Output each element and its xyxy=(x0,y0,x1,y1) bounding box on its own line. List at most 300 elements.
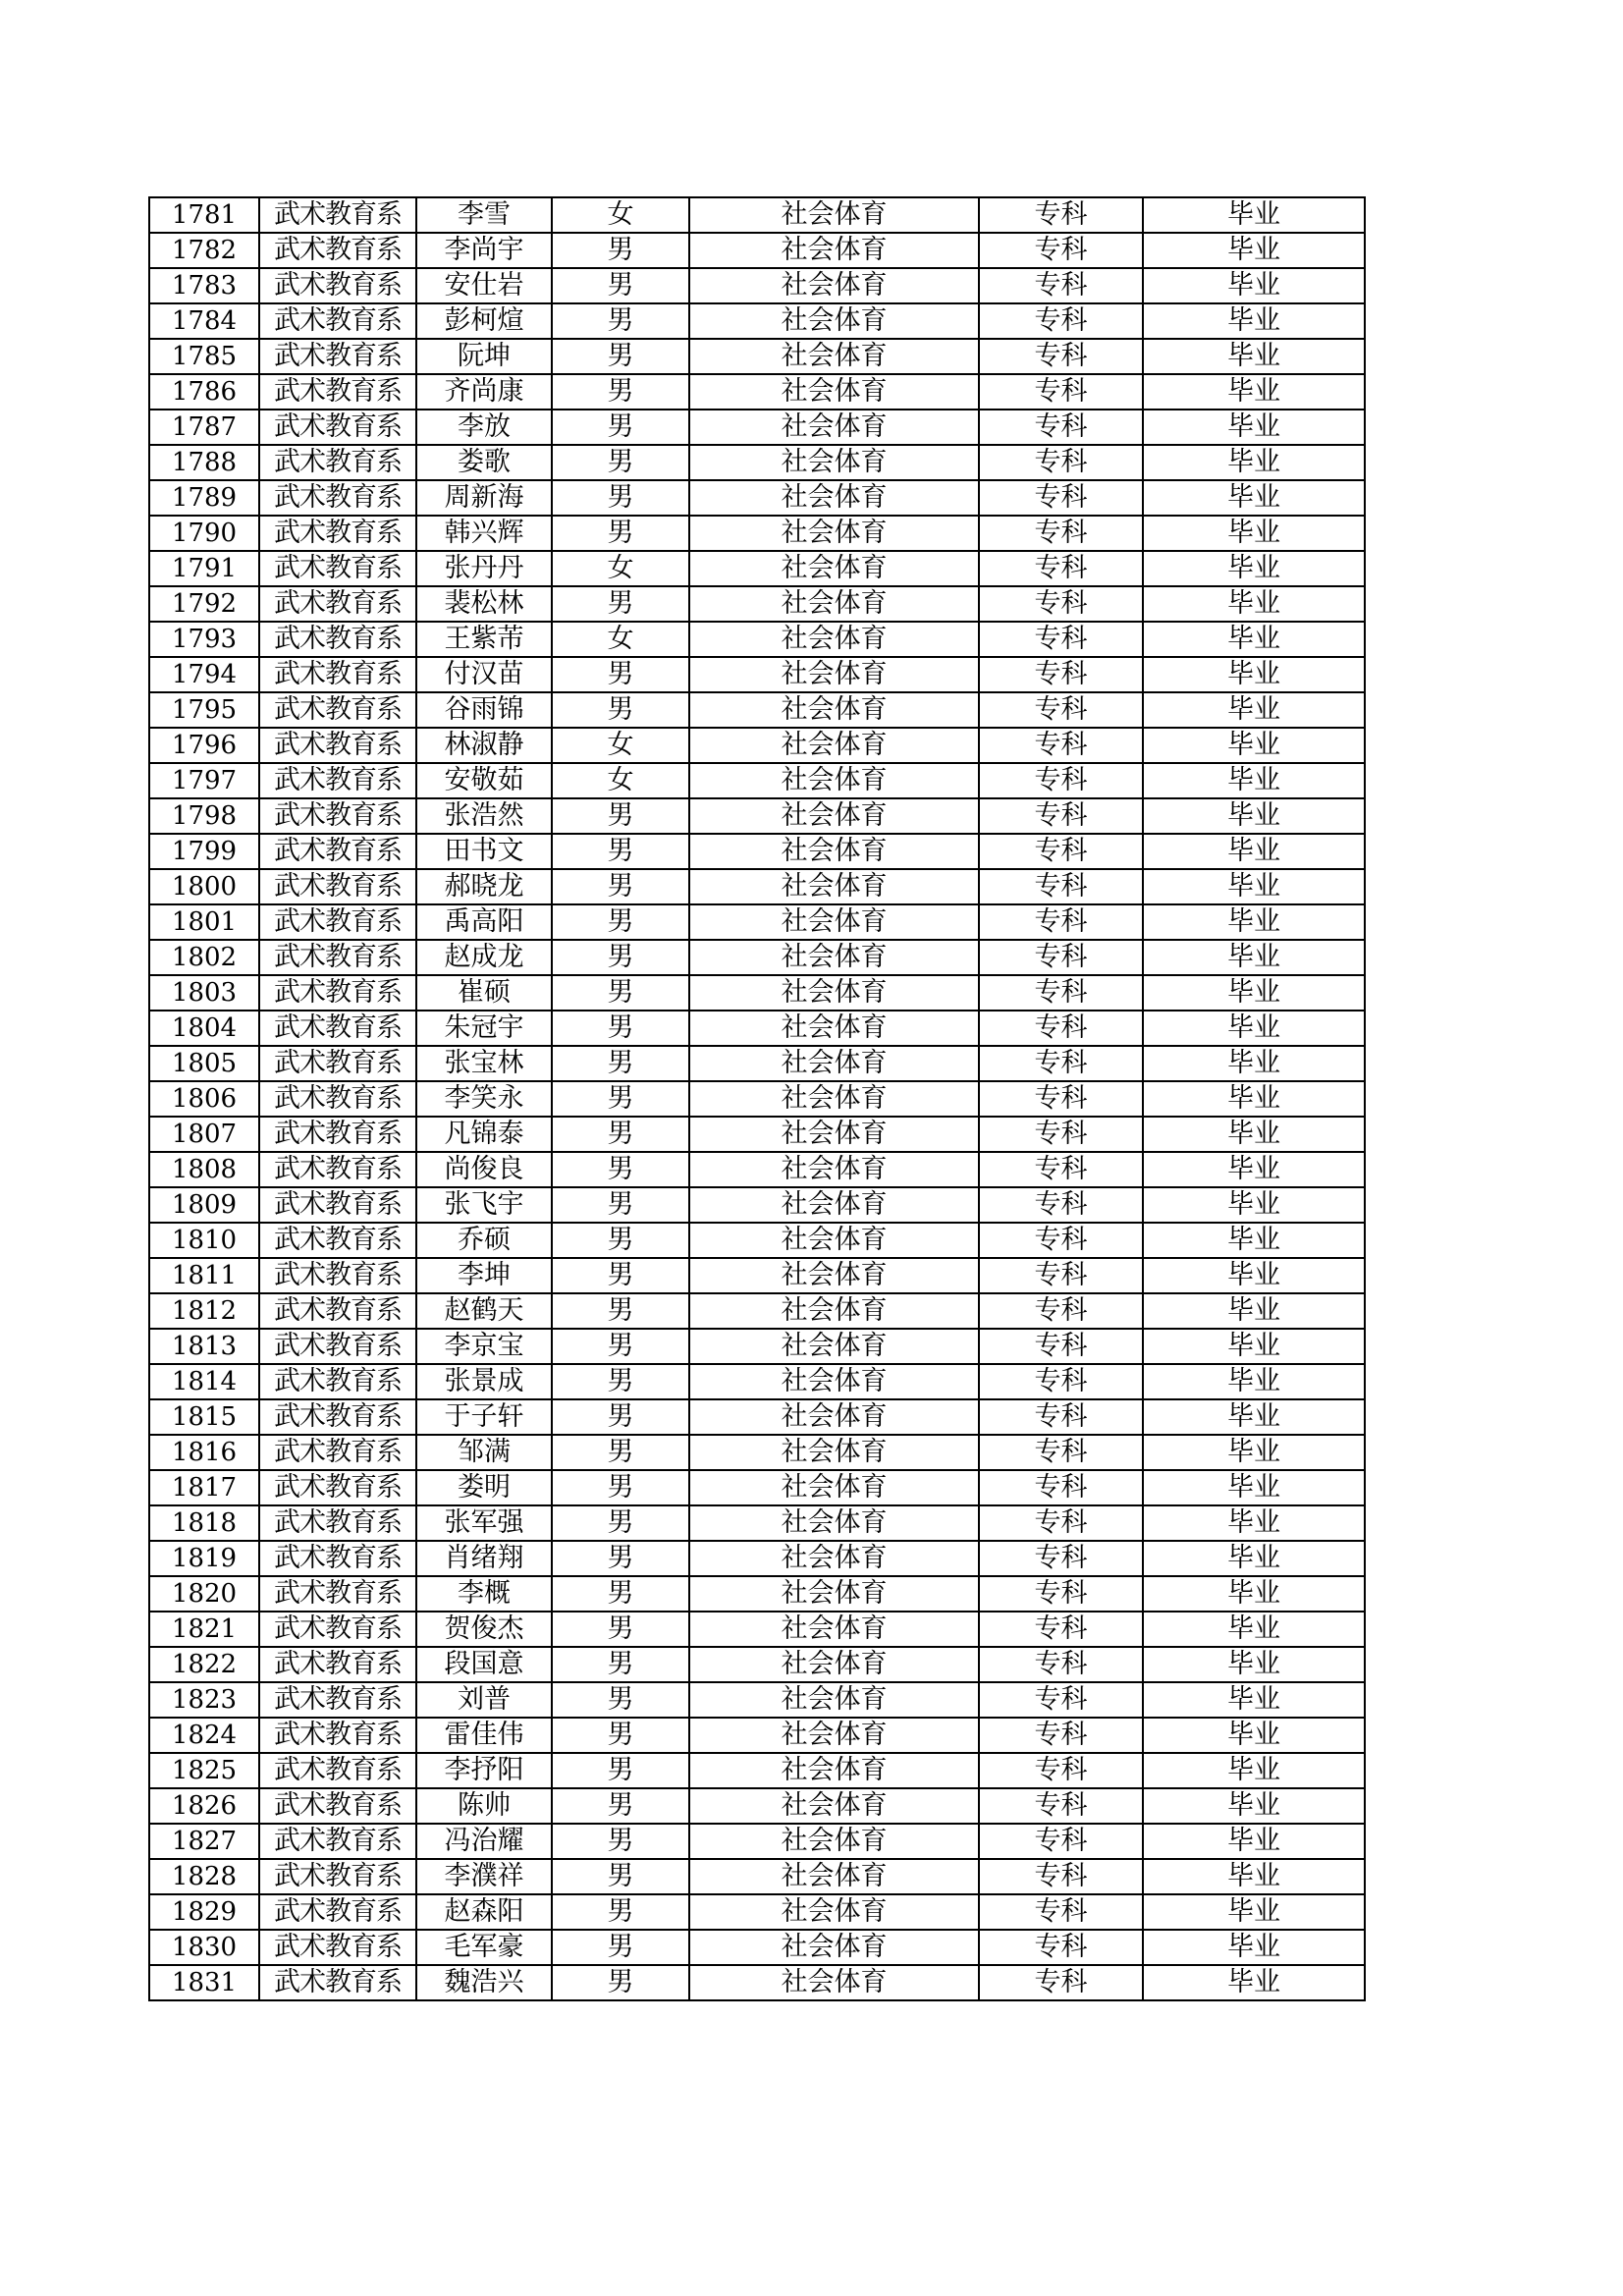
cell-department: 武术教育系 xyxy=(259,1329,416,1364)
cell-degree-level: 专科 xyxy=(979,1046,1143,1081)
cell-major: 社会体育 xyxy=(689,692,979,728)
cell-degree-level: 专科 xyxy=(979,1329,1143,1364)
cell-department: 武术教育系 xyxy=(259,1965,416,2000)
cell-graduation-status: 毕业 xyxy=(1143,303,1365,339)
cell-major: 社会体育 xyxy=(689,1718,979,1753)
cell-student-name: 付汉苗 xyxy=(416,657,552,692)
table-row xyxy=(149,1223,1365,1258)
cell-student-name: 娄明 xyxy=(416,1470,552,1505)
cell-graduation-status: 毕业 xyxy=(1143,763,1365,798)
cell-major: 社会体育 xyxy=(689,940,979,975)
cell-major: 社会体育 xyxy=(689,1223,979,1258)
cell-major: 社会体育 xyxy=(689,1187,979,1223)
cell-student-number: 1785 xyxy=(149,339,259,374)
cell-graduation-status: 毕业 xyxy=(1143,975,1365,1011)
cell-department: 武术教育系 xyxy=(259,1682,416,1718)
cell-department: 武术教育系 xyxy=(259,904,416,940)
table-row xyxy=(149,586,1365,622)
cell-graduation-status: 毕业 xyxy=(1143,1612,1365,1647)
cell-gender: 男 xyxy=(552,445,689,480)
table-row xyxy=(149,834,1365,869)
cell-student-number: 1803 xyxy=(149,975,259,1011)
cell-degree-level: 专科 xyxy=(979,1505,1143,1541)
table-row xyxy=(149,233,1365,268)
cell-degree-level: 专科 xyxy=(979,1824,1143,1859)
cell-major: 社会体育 xyxy=(689,1753,979,1788)
cell-graduation-status: 毕业 xyxy=(1143,1258,1365,1293)
cell-gender: 女 xyxy=(552,728,689,763)
cell-student-name: 段国意 xyxy=(416,1647,552,1682)
cell-student-name: 李雪 xyxy=(416,197,552,233)
cell-department: 武术教育系 xyxy=(259,1223,416,1258)
cell-student-name: 张浩然 xyxy=(416,798,552,834)
cell-student-number: 1819 xyxy=(149,1541,259,1576)
cell-student-number: 1811 xyxy=(149,1258,259,1293)
cell-gender: 男 xyxy=(552,374,689,410)
table-row xyxy=(149,1718,1365,1753)
cell-student-name: 李濮祥 xyxy=(416,1859,552,1894)
cell-gender: 男 xyxy=(552,1435,689,1470)
cell-student-name: 周新海 xyxy=(416,480,552,516)
cell-gender: 男 xyxy=(552,1576,689,1612)
cell-degree-level: 专科 xyxy=(979,869,1143,904)
cell-gender: 男 xyxy=(552,1258,689,1293)
cell-department: 武术教育系 xyxy=(259,1364,416,1399)
cell-department: 武术教育系 xyxy=(259,1011,416,1046)
cell-degree-level: 专科 xyxy=(979,1965,1143,2000)
cell-gender: 男 xyxy=(552,1894,689,1930)
cell-major: 社会体育 xyxy=(689,1930,979,1965)
cell-degree-level: 专科 xyxy=(979,445,1143,480)
cell-gender: 男 xyxy=(552,869,689,904)
cell-graduation-status: 毕业 xyxy=(1143,834,1365,869)
cell-student-name: 凡锦泰 xyxy=(416,1117,552,1152)
cell-major: 社会体育 xyxy=(689,1258,979,1293)
cell-degree-level: 专科 xyxy=(979,1930,1143,1965)
cell-gender: 男 xyxy=(552,1718,689,1753)
table-row xyxy=(149,940,1365,975)
cell-department: 武术教育系 xyxy=(259,1930,416,1965)
cell-degree-level: 专科 xyxy=(979,692,1143,728)
cell-degree-level: 专科 xyxy=(979,303,1143,339)
cell-major: 社会体育 xyxy=(689,1788,979,1824)
cell-department: 武术教育系 xyxy=(259,1505,416,1541)
cell-major: 社会体育 xyxy=(689,869,979,904)
cell-major: 社会体育 xyxy=(689,1541,979,1576)
cell-student-number: 1783 xyxy=(149,268,259,303)
cell-degree-level: 专科 xyxy=(979,657,1143,692)
cell-graduation-status: 毕业 xyxy=(1143,1223,1365,1258)
cell-major: 社会体育 xyxy=(689,1364,979,1399)
cell-major: 社会体育 xyxy=(689,1647,979,1682)
cell-major: 社会体育 xyxy=(689,268,979,303)
cell-student-number: 1784 xyxy=(149,303,259,339)
cell-student-name: 雷佳伟 xyxy=(416,1718,552,1753)
cell-department: 武术教育系 xyxy=(259,1117,416,1152)
cell-major: 社会体育 xyxy=(689,445,979,480)
cell-student-number: 1810 xyxy=(149,1223,259,1258)
cell-graduation-status: 毕业 xyxy=(1143,1364,1365,1399)
cell-degree-level: 专科 xyxy=(979,1117,1143,1152)
table-row xyxy=(149,1753,1365,1788)
cell-degree-level: 专科 xyxy=(979,339,1143,374)
cell-graduation-status: 毕业 xyxy=(1143,1046,1365,1081)
cell-student-number: 1822 xyxy=(149,1647,259,1682)
table-row xyxy=(149,1117,1365,1152)
cell-student-name: 李放 xyxy=(416,410,552,445)
cell-gender: 男 xyxy=(552,692,689,728)
cell-gender: 女 xyxy=(552,622,689,657)
cell-department: 武术教育系 xyxy=(259,975,416,1011)
cell-degree-level: 专科 xyxy=(979,1788,1143,1824)
cell-graduation-status: 毕业 xyxy=(1143,798,1365,834)
cell-department: 武术教育系 xyxy=(259,551,416,586)
table-row xyxy=(149,1576,1365,1612)
cell-major: 社会体育 xyxy=(689,1965,979,2000)
cell-major: 社会体育 xyxy=(689,1117,979,1152)
cell-student-name: 陈帅 xyxy=(416,1788,552,1824)
cell-major: 社会体育 xyxy=(689,339,979,374)
cell-student-name: 韩兴辉 xyxy=(416,516,552,551)
table-row xyxy=(149,1293,1365,1329)
cell-department: 武术教育系 xyxy=(259,1612,416,1647)
cell-student-number: 1791 xyxy=(149,551,259,586)
cell-graduation-status: 毕业 xyxy=(1143,728,1365,763)
cell-degree-level: 专科 xyxy=(979,1541,1143,1576)
cell-gender: 男 xyxy=(552,339,689,374)
cell-gender: 男 xyxy=(552,1329,689,1364)
cell-gender: 男 xyxy=(552,1682,689,1718)
table-row xyxy=(149,1470,1365,1505)
table-row xyxy=(149,1965,1365,2000)
cell-degree-level: 专科 xyxy=(979,1293,1143,1329)
cell-major: 社会体育 xyxy=(689,1435,979,1470)
cell-student-number: 1831 xyxy=(149,1965,259,2000)
cell-major: 社会体育 xyxy=(689,1399,979,1435)
cell-student-name: 谷雨锦 xyxy=(416,692,552,728)
cell-degree-level: 专科 xyxy=(979,1081,1143,1117)
cell-graduation-status: 毕业 xyxy=(1143,1682,1365,1718)
cell-graduation-status: 毕业 xyxy=(1143,622,1365,657)
cell-student-number: 1817 xyxy=(149,1470,259,1505)
cell-student-name: 邹满 xyxy=(416,1435,552,1470)
cell-department: 武术教育系 xyxy=(259,445,416,480)
cell-student-name: 李抒阳 xyxy=(416,1753,552,1788)
cell-gender: 男 xyxy=(552,834,689,869)
cell-degree-level: 专科 xyxy=(979,480,1143,516)
cell-major: 社会体育 xyxy=(689,233,979,268)
table-row xyxy=(149,763,1365,798)
table-row xyxy=(149,1258,1365,1293)
table-row xyxy=(149,1505,1365,1541)
cell-student-number: 1787 xyxy=(149,410,259,445)
cell-degree-level: 专科 xyxy=(979,1647,1143,1682)
cell-department: 武术教育系 xyxy=(259,657,416,692)
cell-department: 武术教育系 xyxy=(259,1788,416,1824)
table-row xyxy=(149,1824,1365,1859)
cell-major: 社会体育 xyxy=(689,1329,979,1364)
table-row xyxy=(149,1541,1365,1576)
cell-graduation-status: 毕业 xyxy=(1143,1753,1365,1788)
cell-degree-level: 专科 xyxy=(979,516,1143,551)
cell-graduation-status: 毕业 xyxy=(1143,1470,1365,1505)
cell-department: 武术教育系 xyxy=(259,1824,416,1859)
cell-student-number: 1823 xyxy=(149,1682,259,1718)
cell-major: 社会体育 xyxy=(689,374,979,410)
cell-gender: 男 xyxy=(552,586,689,622)
cell-graduation-status: 毕业 xyxy=(1143,1647,1365,1682)
cell-department: 武术教育系 xyxy=(259,1894,416,1930)
cell-student-number: 1821 xyxy=(149,1612,259,1647)
cell-gender: 男 xyxy=(552,1824,689,1859)
cell-student-number: 1786 xyxy=(149,374,259,410)
cell-student-number: 1802 xyxy=(149,940,259,975)
cell-department: 武术教育系 xyxy=(259,1187,416,1223)
cell-student-name: 赵成龙 xyxy=(416,940,552,975)
cell-student-name: 毛军豪 xyxy=(416,1930,552,1965)
table-row xyxy=(149,1859,1365,1894)
cell-major: 社会体育 xyxy=(689,622,979,657)
cell-gender: 男 xyxy=(552,1011,689,1046)
cell-student-name: 齐尚康 xyxy=(416,374,552,410)
cell-student-number: 1794 xyxy=(149,657,259,692)
cell-gender: 男 xyxy=(552,410,689,445)
cell-degree-level: 专科 xyxy=(979,268,1143,303)
cell-graduation-status: 毕业 xyxy=(1143,1187,1365,1223)
cell-student-number: 1788 xyxy=(149,445,259,480)
cell-student-name: 尚俊良 xyxy=(416,1152,552,1187)
cell-graduation-status: 毕业 xyxy=(1143,1152,1365,1187)
cell-degree-level: 专科 xyxy=(979,1187,1143,1223)
cell-graduation-status: 毕业 xyxy=(1143,1081,1365,1117)
cell-student-number: 1818 xyxy=(149,1505,259,1541)
cell-student-name: 张丹丹 xyxy=(416,551,552,586)
cell-major: 社会体育 xyxy=(689,1081,979,1117)
cell-major: 社会体育 xyxy=(689,1859,979,1894)
cell-student-name: 肖绪翔 xyxy=(416,1541,552,1576)
table-row xyxy=(149,480,1365,516)
cell-department: 武术教育系 xyxy=(259,834,416,869)
cell-graduation-status: 毕业 xyxy=(1143,657,1365,692)
table-row xyxy=(149,303,1365,339)
cell-student-number: 1797 xyxy=(149,763,259,798)
cell-student-number: 1789 xyxy=(149,480,259,516)
cell-student-number: 1781 xyxy=(149,197,259,233)
cell-student-number: 1801 xyxy=(149,904,259,940)
cell-gender: 男 xyxy=(552,268,689,303)
cell-department: 武术教育系 xyxy=(259,1647,416,1682)
cell-graduation-status: 毕业 xyxy=(1143,1894,1365,1930)
cell-department: 武术教育系 xyxy=(259,1399,416,1435)
cell-student-number: 1806 xyxy=(149,1081,259,1117)
cell-degree-level: 专科 xyxy=(979,1859,1143,1894)
cell-degree-level: 专科 xyxy=(979,975,1143,1011)
cell-gender: 男 xyxy=(552,1859,689,1894)
cell-degree-level: 专科 xyxy=(979,798,1143,834)
table-row xyxy=(149,1612,1365,1647)
cell-student-number: 1796 xyxy=(149,728,259,763)
cell-graduation-status: 毕业 xyxy=(1143,374,1365,410)
cell-student-name: 张军强 xyxy=(416,1505,552,1541)
cell-degree-level: 专科 xyxy=(979,1364,1143,1399)
cell-gender: 女 xyxy=(552,763,689,798)
table-row xyxy=(149,197,1365,233)
cell-gender: 男 xyxy=(552,798,689,834)
cell-degree-level: 专科 xyxy=(979,904,1143,940)
cell-student-number: 1807 xyxy=(149,1117,259,1152)
cell-student-number: 1824 xyxy=(149,1718,259,1753)
cell-student-number: 1814 xyxy=(149,1364,259,1399)
cell-major: 社会体育 xyxy=(689,410,979,445)
cell-graduation-status: 毕业 xyxy=(1143,1576,1365,1612)
cell-graduation-status: 毕业 xyxy=(1143,480,1365,516)
table-row xyxy=(149,1435,1365,1470)
cell-gender: 男 xyxy=(552,657,689,692)
cell-gender: 男 xyxy=(552,1965,689,2000)
cell-department: 武术教育系 xyxy=(259,1718,416,1753)
cell-graduation-status: 毕业 xyxy=(1143,904,1365,940)
cell-degree-level: 专科 xyxy=(979,622,1143,657)
cell-degree-level: 专科 xyxy=(979,940,1143,975)
cell-department: 武术教育系 xyxy=(259,516,416,551)
table-row xyxy=(149,1329,1365,1364)
table-row xyxy=(149,869,1365,904)
cell-graduation-status: 毕业 xyxy=(1143,197,1365,233)
cell-graduation-status: 毕业 xyxy=(1143,551,1365,586)
cell-student-name: 刘普 xyxy=(416,1682,552,1718)
table-row xyxy=(149,798,1365,834)
cell-gender: 男 xyxy=(552,975,689,1011)
cell-student-name: 王紫芾 xyxy=(416,622,552,657)
cell-major: 社会体育 xyxy=(689,657,979,692)
cell-gender: 男 xyxy=(552,1612,689,1647)
cell-degree-level: 专科 xyxy=(979,1612,1143,1647)
cell-student-name: 李坤 xyxy=(416,1258,552,1293)
cell-degree-level: 专科 xyxy=(979,1682,1143,1718)
cell-graduation-status: 毕业 xyxy=(1143,339,1365,374)
cell-degree-level: 专科 xyxy=(979,1753,1143,1788)
cell-gender: 男 xyxy=(552,1081,689,1117)
table-row xyxy=(149,1788,1365,1824)
cell-department: 武术教育系 xyxy=(259,1859,416,1894)
cell-major: 社会体育 xyxy=(689,1894,979,1930)
cell-gender: 男 xyxy=(552,1470,689,1505)
cell-degree-level: 专科 xyxy=(979,374,1143,410)
cell-student-number: 1829 xyxy=(149,1894,259,1930)
cell-major: 社会体育 xyxy=(689,1046,979,1081)
cell-student-name: 郝晓龙 xyxy=(416,869,552,904)
cell-gender: 男 xyxy=(552,1930,689,1965)
cell-gender: 男 xyxy=(552,940,689,975)
table-row xyxy=(149,1364,1365,1399)
cell-student-number: 1826 xyxy=(149,1788,259,1824)
cell-student-name: 魏浩兴 xyxy=(416,1965,552,2000)
cell-graduation-status: 毕业 xyxy=(1143,268,1365,303)
cell-student-name: 裴松林 xyxy=(416,586,552,622)
cell-department: 武术教育系 xyxy=(259,197,416,233)
cell-student-number: 1790 xyxy=(149,516,259,551)
cell-major: 社会体育 xyxy=(689,1612,979,1647)
table-row xyxy=(149,1081,1365,1117)
cell-gender: 男 xyxy=(552,480,689,516)
table-row xyxy=(149,1152,1365,1187)
cell-graduation-status: 毕业 xyxy=(1143,233,1365,268)
cell-degree-level: 专科 xyxy=(979,1258,1143,1293)
cell-degree-level: 专科 xyxy=(979,763,1143,798)
table-row xyxy=(149,445,1365,480)
cell-student-number: 1805 xyxy=(149,1046,259,1081)
cell-major: 社会体育 xyxy=(689,728,979,763)
cell-department: 武术教育系 xyxy=(259,1435,416,1470)
cell-major: 社会体育 xyxy=(689,904,979,940)
cell-graduation-status: 毕业 xyxy=(1143,1329,1365,1364)
cell-gender: 男 xyxy=(552,1399,689,1435)
cell-gender: 男 xyxy=(552,1046,689,1081)
cell-degree-level: 专科 xyxy=(979,1470,1143,1505)
table-row xyxy=(149,622,1365,657)
cell-major: 社会体育 xyxy=(689,1682,979,1718)
cell-department: 武术教育系 xyxy=(259,728,416,763)
cell-major: 社会体育 xyxy=(689,197,979,233)
cell-graduation-status: 毕业 xyxy=(1143,445,1365,480)
cell-major: 社会体育 xyxy=(689,551,979,586)
cell-student-number: 1795 xyxy=(149,692,259,728)
cell-department: 武术教育系 xyxy=(259,1293,416,1329)
cell-major: 社会体育 xyxy=(689,1824,979,1859)
cell-student-number: 1782 xyxy=(149,233,259,268)
cell-graduation-status: 毕业 xyxy=(1143,1824,1365,1859)
cell-department: 武术教育系 xyxy=(259,1081,416,1117)
cell-gender: 男 xyxy=(552,1223,689,1258)
cell-graduation-status: 毕业 xyxy=(1143,1435,1365,1470)
cell-department: 武术教育系 xyxy=(259,374,416,410)
cell-student-number: 1808 xyxy=(149,1152,259,1187)
cell-gender: 女 xyxy=(552,197,689,233)
cell-graduation-status: 毕业 xyxy=(1143,1399,1365,1435)
cell-student-number: 1792 xyxy=(149,586,259,622)
cell-department: 武术教育系 xyxy=(259,763,416,798)
cell-department: 武术教育系 xyxy=(259,1258,416,1293)
cell-department: 武术教育系 xyxy=(259,798,416,834)
table-row xyxy=(149,516,1365,551)
cell-degree-level: 专科 xyxy=(979,1718,1143,1753)
table-row xyxy=(149,657,1365,692)
table-row xyxy=(149,728,1365,763)
cell-gender: 男 xyxy=(552,1117,689,1152)
cell-student-name: 崔硕 xyxy=(416,975,552,1011)
cell-student-name: 李尚宇 xyxy=(416,233,552,268)
cell-major: 社会体育 xyxy=(689,1293,979,1329)
cell-graduation-status: 毕业 xyxy=(1143,1011,1365,1046)
table-row xyxy=(149,1187,1365,1223)
cell-department: 武术教育系 xyxy=(259,692,416,728)
cell-graduation-status: 毕业 xyxy=(1143,410,1365,445)
cell-gender: 男 xyxy=(552,233,689,268)
cell-graduation-status: 毕业 xyxy=(1143,586,1365,622)
cell-degree-level: 专科 xyxy=(979,728,1143,763)
graduate-roster-table xyxy=(148,196,1366,2001)
cell-department: 武术教育系 xyxy=(259,1470,416,1505)
cell-graduation-status: 毕业 xyxy=(1143,1505,1365,1541)
cell-department: 武术教育系 xyxy=(259,586,416,622)
cell-degree-level: 专科 xyxy=(979,1223,1143,1258)
cell-graduation-status: 毕业 xyxy=(1143,516,1365,551)
cell-department: 武术教育系 xyxy=(259,1576,416,1612)
table-row xyxy=(149,374,1365,410)
cell-student-name: 安敬茹 xyxy=(416,763,552,798)
cell-gender: 男 xyxy=(552,1541,689,1576)
cell-major: 社会体育 xyxy=(689,1505,979,1541)
